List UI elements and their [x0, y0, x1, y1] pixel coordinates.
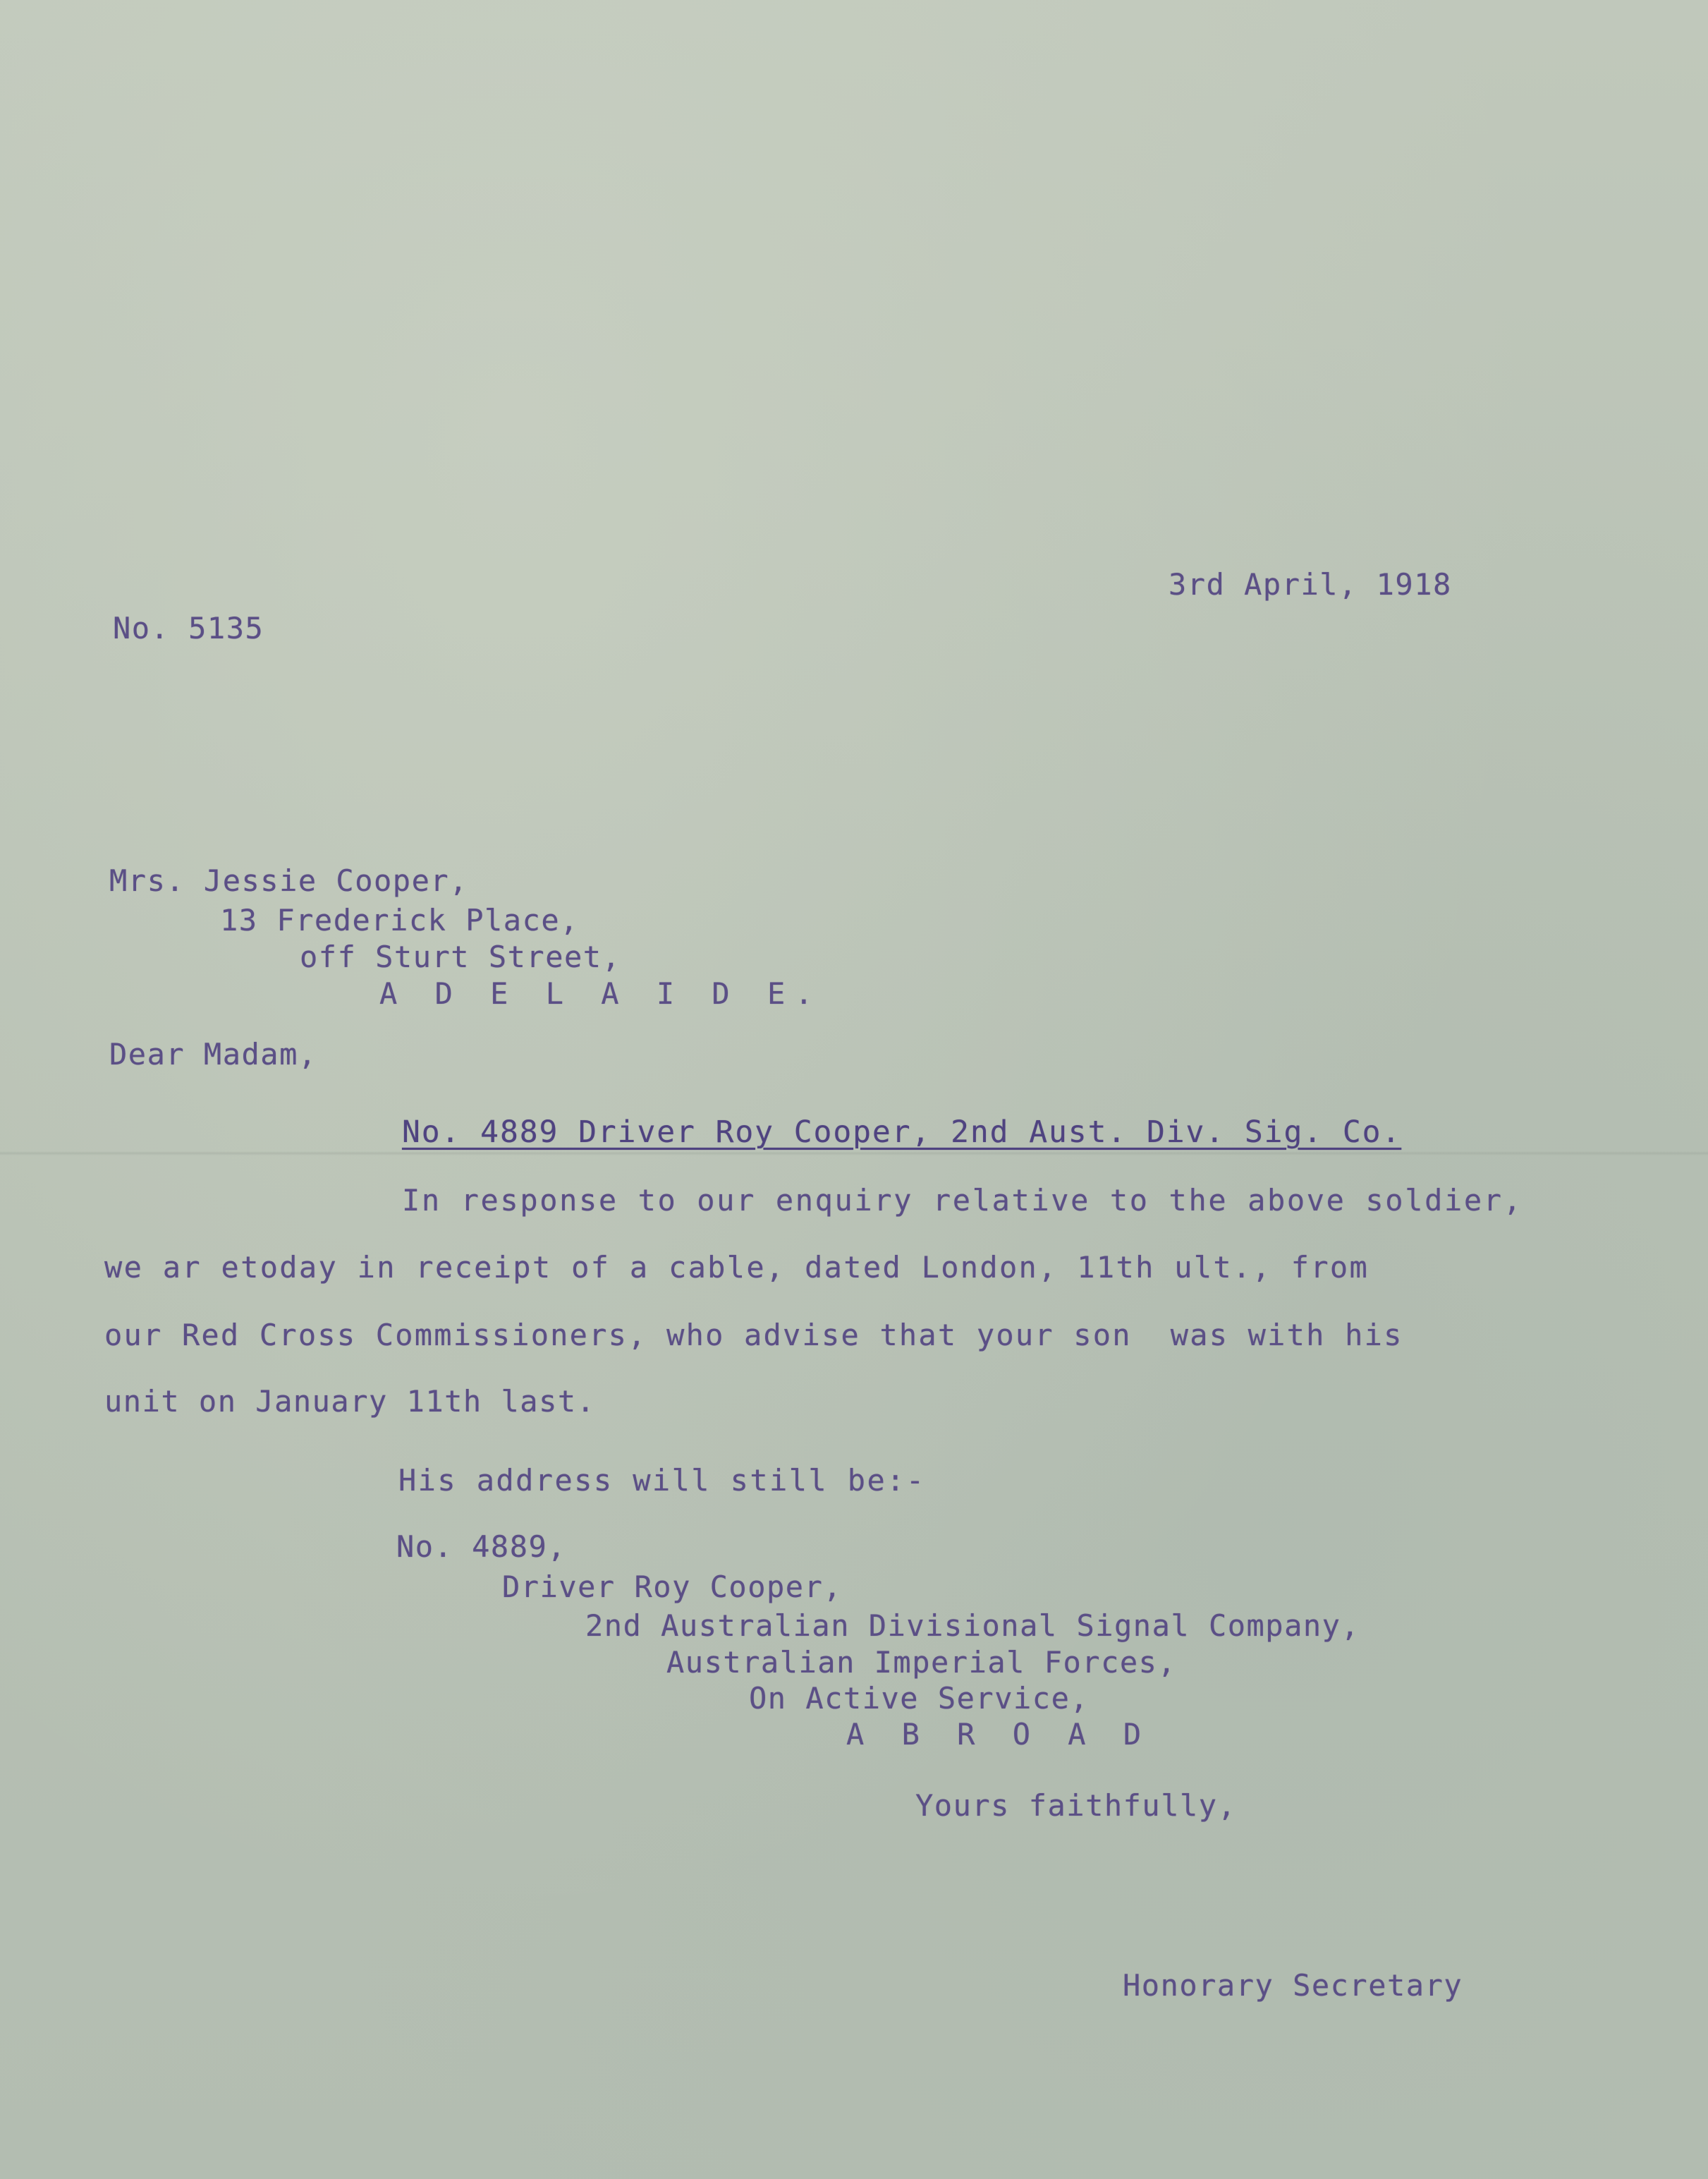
soldier-name: Driver Roy Cooper, — [502, 1570, 843, 1604]
body-line-1: In response to our enquiry relative to the above soldier, — [402, 1183, 1523, 1218]
address-intro: His address will still be:- — [398, 1463, 926, 1498]
body-line-2: we ar etoday in receipt of a cable, dated London, 11th ult., from — [104, 1250, 1370, 1285]
reference-number: No. 5135 — [113, 611, 264, 645]
recipient-locality: off Sturt Street, — [300, 940, 621, 974]
soldier-force: Australian Imperial Forces, — [666, 1645, 1177, 1680]
soldier-service: On Active Service, — [749, 1681, 1090, 1716]
body-line-4: unit on January 11th last. — [104, 1384, 596, 1419]
soldier-location: A B R O A D — [846, 1717, 1152, 1752]
recipient-city: A D E L A I D E. — [379, 976, 823, 1011]
recipient-name: Mrs. Jessie Cooper, — [109, 863, 468, 898]
closing: Yours faithfully, — [915, 1788, 1237, 1823]
subject-line: No. 4889 Driver Roy Cooper, 2nd Aust. Div. Sig. Co. — [402, 1115, 1402, 1150]
recipient-street: 13 Frederick Place, — [220, 903, 579, 937]
letter-date: 3rd April, 1918 — [1169, 567, 1452, 602]
soldier-number: No. 4889, — [396, 1529, 567, 1564]
salutation: Dear Madam, — [109, 1037, 317, 1072]
soldier-unit: 2nd Australian Divisional Signal Company, — [585, 1608, 1360, 1643]
signatory-title: Honorary Secretary — [1123, 1968, 1463, 2003]
body-line-3: our Red Cross Commissioners, who advise that your son was with his — [104, 1318, 1403, 1352]
paper-fold-line — [0, 1151, 1708, 1155]
